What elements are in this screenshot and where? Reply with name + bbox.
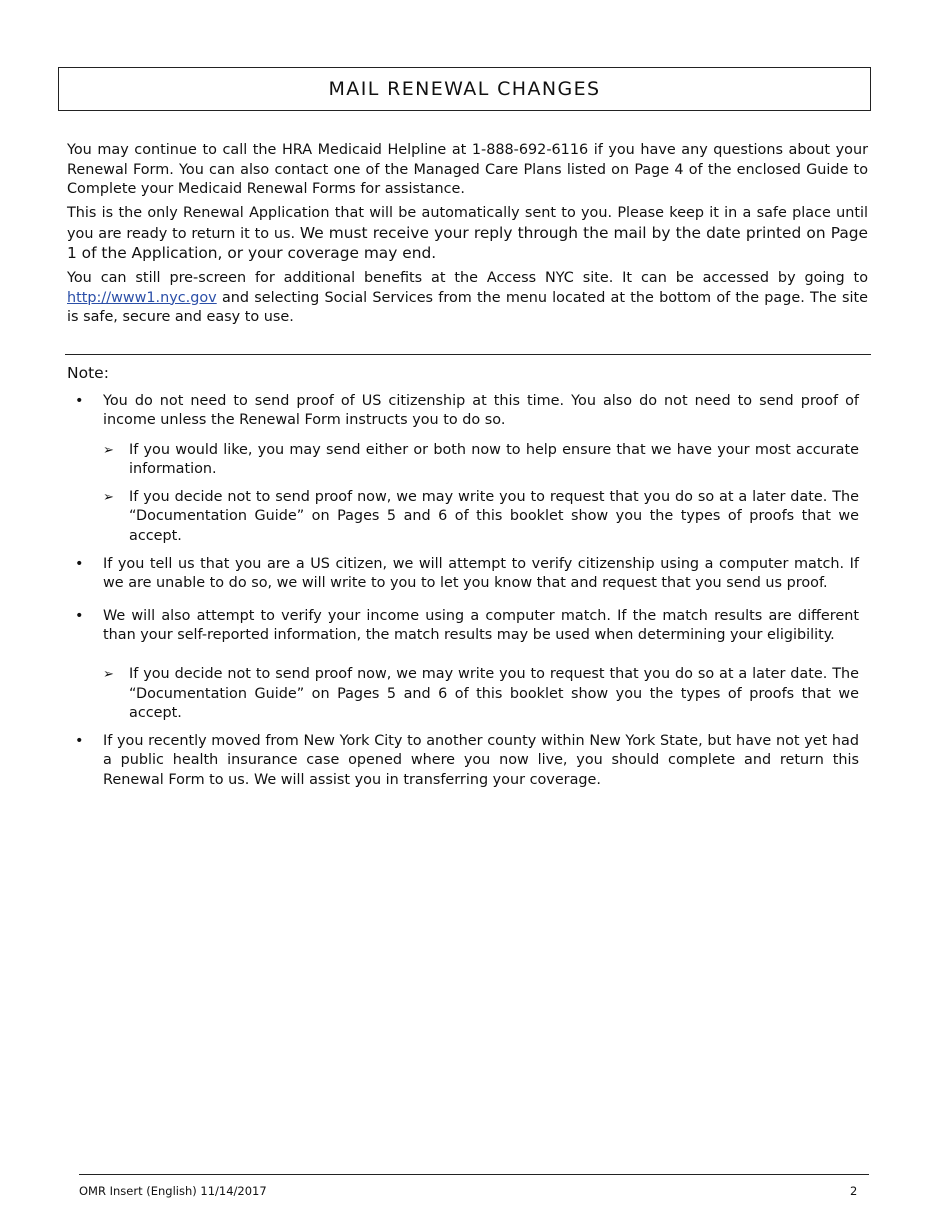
bullet-icon: • <box>75 393 84 409</box>
bullet-text: If you recently moved from New York City to another county within New York State, but have not yet had a public health insurance case opened where you now live, you should complete and return this Renewal Form to us. We will assist you in transferring your coverage. <box>103 733 859 788</box>
intro-paragraph-renewal <box>67 204 868 265</box>
sub-item-text: If you decide not to send proof now, we may write you to request that you do so at a later date. The “Documentation Guide” on Pages 5 and 6 of this booklet show you the types of proofs that we accept. <box>129 666 859 721</box>
bullet-icon: • <box>75 607 84 624</box>
bullet-text: If you tell us that you are a US citizen, we will attempt to verify citizenship using a computer match. If we are unable to do so, we will write to you to let you know that and request that you send us proof. <box>103 556 859 592</box>
sub-item-text: If you would like, you may send either or both now to help ensure that we have your most accurate information. <box>129 441 859 477</box>
arrow-bullet-icon: ➢ <box>103 490 114 506</box>
footer-form-id: OMR Insert (English) 11/14/2017 <box>79 1184 267 1198</box>
title-box <box>58 67 871 111</box>
sub-list <box>103 441 859 546</box>
sub-item-text: If you decide not to send proof now, we may write you to request that you do so at a later date. The “Documentation Guide” on Pages 5 and 6 of this booklet show you the types of proofs that we accept. <box>129 489 859 544</box>
intro-paragraph-access-nyc <box>67 269 868 328</box>
intro-section <box>67 141 868 332</box>
page-title: MAIL RENEWAL CHANGES <box>328 78 601 100</box>
bullet-item-income-match <box>67 607 859 723</box>
bullet-icon: • <box>75 733 84 750</box>
access-nyc-text-end: and selecting Social Services from the menu located at the bottom of the page. The site is safe, secure and easy to use. <box>67 289 868 325</box>
nyc-gov-link[interactable]: http://www1.nyc.gov <box>67 289 217 306</box>
bullet-item-moved-county <box>67 732 859 790</box>
sub-item-later-date <box>103 665 859 723</box>
bullet-text: You do not need to send proof of US citizenship at this time. You also do not need to send proof of income unless the Renewal Form instructs you to do so. <box>103 393 859 429</box>
note-label: Note: <box>67 364 109 382</box>
access-nyc-text: You can still pre-screen for additional benefits at the Access NYC site. It can be accessed by going to <box>67 270 868 286</box>
bullet-item-citizenship-proof <box>67 392 859 546</box>
sub-item-later-date <box>103 488 859 546</box>
arrow-bullet-icon: ➢ <box>103 442 114 458</box>
renewal-text: This is the only Renewal Application that will be automatically sent to you. Please keep it in a safe place until you are ready to return it to us. <box>67 205 868 242</box>
sub-list <box>103 665 859 723</box>
bullet-text: We will also attempt to verify your income using a computer match. If the match results are different than your self-reported information, the match results may be used when determining your eligibility. <box>103 607 859 643</box>
note-bullet-list <box>67 392 867 790</box>
sub-item-send-now <box>103 441 859 480</box>
page-number: 2 <box>850 1184 858 1198</box>
section-divider <box>65 354 871 355</box>
deadline-warning: We must receive your reply through the mail by the date printed on Page 1 of the Application, or your coverage may end. <box>67 223 868 262</box>
intro-paragraph-helpline: You may continue to call the HRA Medicaid Helpline at 1-888-692-6116 if you have any questions about your Renewal Form. You can also contact one of the Managed Care Plans listed on Page 4 of the enclosed Guide to Complete your Medicaid Renewal Forms for assistance. <box>67 142 868 197</box>
bullet-icon: • <box>75 556 84 573</box>
footer-divider <box>79 1174 869 1175</box>
bullet-item-citizen-match <box>67 555 859 594</box>
arrow-bullet-icon: ➢ <box>103 667 114 683</box>
